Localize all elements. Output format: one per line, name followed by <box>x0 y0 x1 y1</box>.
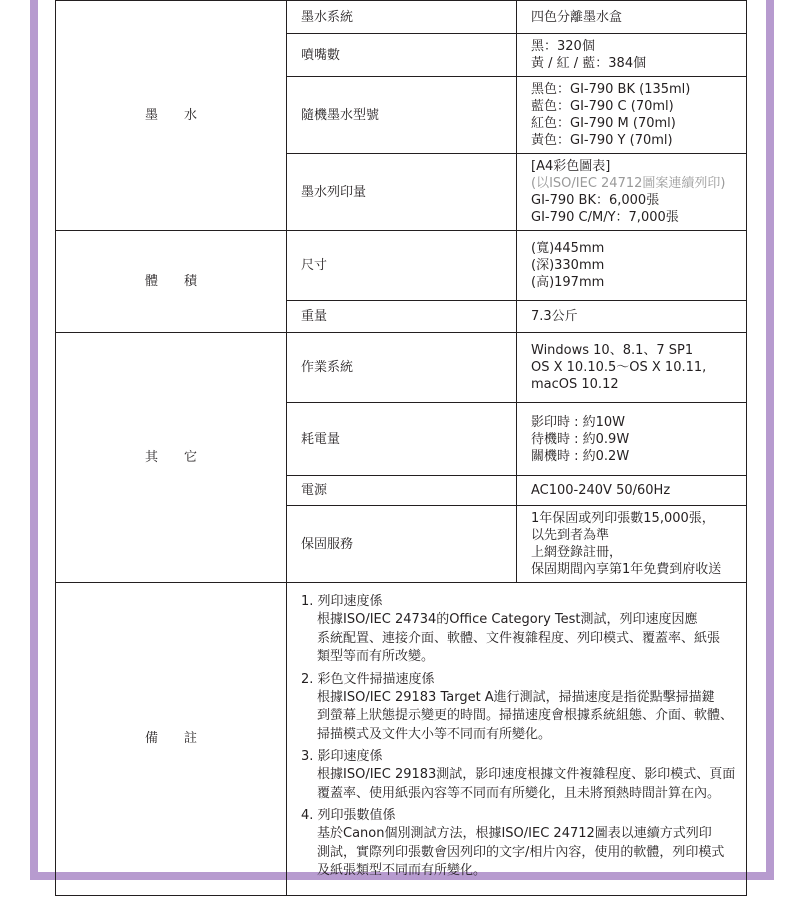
spec-value: Windows 10、8.1、7 SP1 OS X 10.10.5〜OS X 10.11, macOS 10.12 <box>517 333 747 403</box>
spec-label: 尺寸 <box>287 231 517 301</box>
spec-row-ink-system <box>56 1 747 34</box>
spec-table <box>55 0 747 896</box>
spec-label: 保固服務 <box>287 506 517 583</box>
note-item: 3. 影印速度係 根據ISO/IEC 29183測試，影印速度根據文件複雜程度、影印模式、頁面 覆蓋率、使用紙張內容等不同而有所變化，且未將預熱時間計算在內。 <box>301 749 736 801</box>
spec-label: 重量 <box>287 301 517 333</box>
category-size: 體 積 <box>56 231 287 333</box>
spec-label: 隨機墨水型號 <box>287 77 517 154</box>
spec-label: 墨水系統 <box>287 1 517 34</box>
spec-value: [A4彩色圖表] (以ISO/IEC 24712圖案連續列印) GI-790 BK：6,000張 GI-790 C/M/Y：7,000張 <box>517 154 747 231</box>
spec-value: 四色分離墨水盒 <box>517 1 747 34</box>
spec-value: 黑色：GI-790 BK (135ml) 藍色：GI-790 C (70ml) 紅色：GI-790 M (70ml) 黃色：GI-790 Y (70ml) <box>517 77 747 154</box>
spec-label: 作業系統 <box>287 333 517 403</box>
notes-list <box>287 583 747 896</box>
spec-value: 1年保固或列印張數15,000張， 以先到者為準 上網登錄註冊， 保固期間內享第1年免費到府收送 <box>517 506 747 583</box>
spec-label: 電源 <box>287 476 517 506</box>
spec-label: 噴嘴數 <box>287 34 517 77</box>
note-item: 2. 彩色文件掃描速度係 根據ISO/IEC 29183 Target A進行測試，掃描速度是指從點擊掃描鍵 到螢幕上狀態提示變更的時間。掃描速度會根據系統組態、介面、軟體、 掃描模式及文件大小等不同而有所變化。 <box>301 671 734 742</box>
spec-value: 7.3公斤 <box>517 301 747 333</box>
spec-value: 影印時 : 約10W 待機時 : 約0.9W 關機時 : 約0.2W <box>517 403 747 476</box>
spec-row-dimensions <box>56 231 747 301</box>
spec-value: 黑：320個 黃 / 紅 / 藍：384個 <box>517 34 747 77</box>
spec-label: 墨水列印量 <box>287 154 517 231</box>
spec-value: AC100-240V 50/60Hz <box>517 476 747 506</box>
spec-label: 耗電量 <box>287 403 517 476</box>
spec-row-notes <box>56 583 747 896</box>
category-other: 其 它 <box>56 333 287 583</box>
spec-row-os <box>56 333 747 403</box>
note-item: 4. 列印張數值係 基於Canon個別測試方法，根據ISO/IEC 24712圖表以連續方式列印 測試，實際列印張數會因列印的文字/相片內容，使用的軟體，列印模式 及紙張類型不同而有所變化。 <box>301 808 725 878</box>
note-item: 1. 列印速度係 根據ISO/IEC 24734的Office Category Test測試，列印速度因應 系統配置、連接介面、軟體、文件複雜程度、列印模式、覆蓋率、紙張 類型等而有所改變。 <box>301 594 721 664</box>
category-notes: 備 註 <box>56 583 287 896</box>
category-ink: 墨 水 <box>56 1 287 231</box>
spec-value: (寬)445mm (深)330mm (高)197mm <box>517 231 747 301</box>
